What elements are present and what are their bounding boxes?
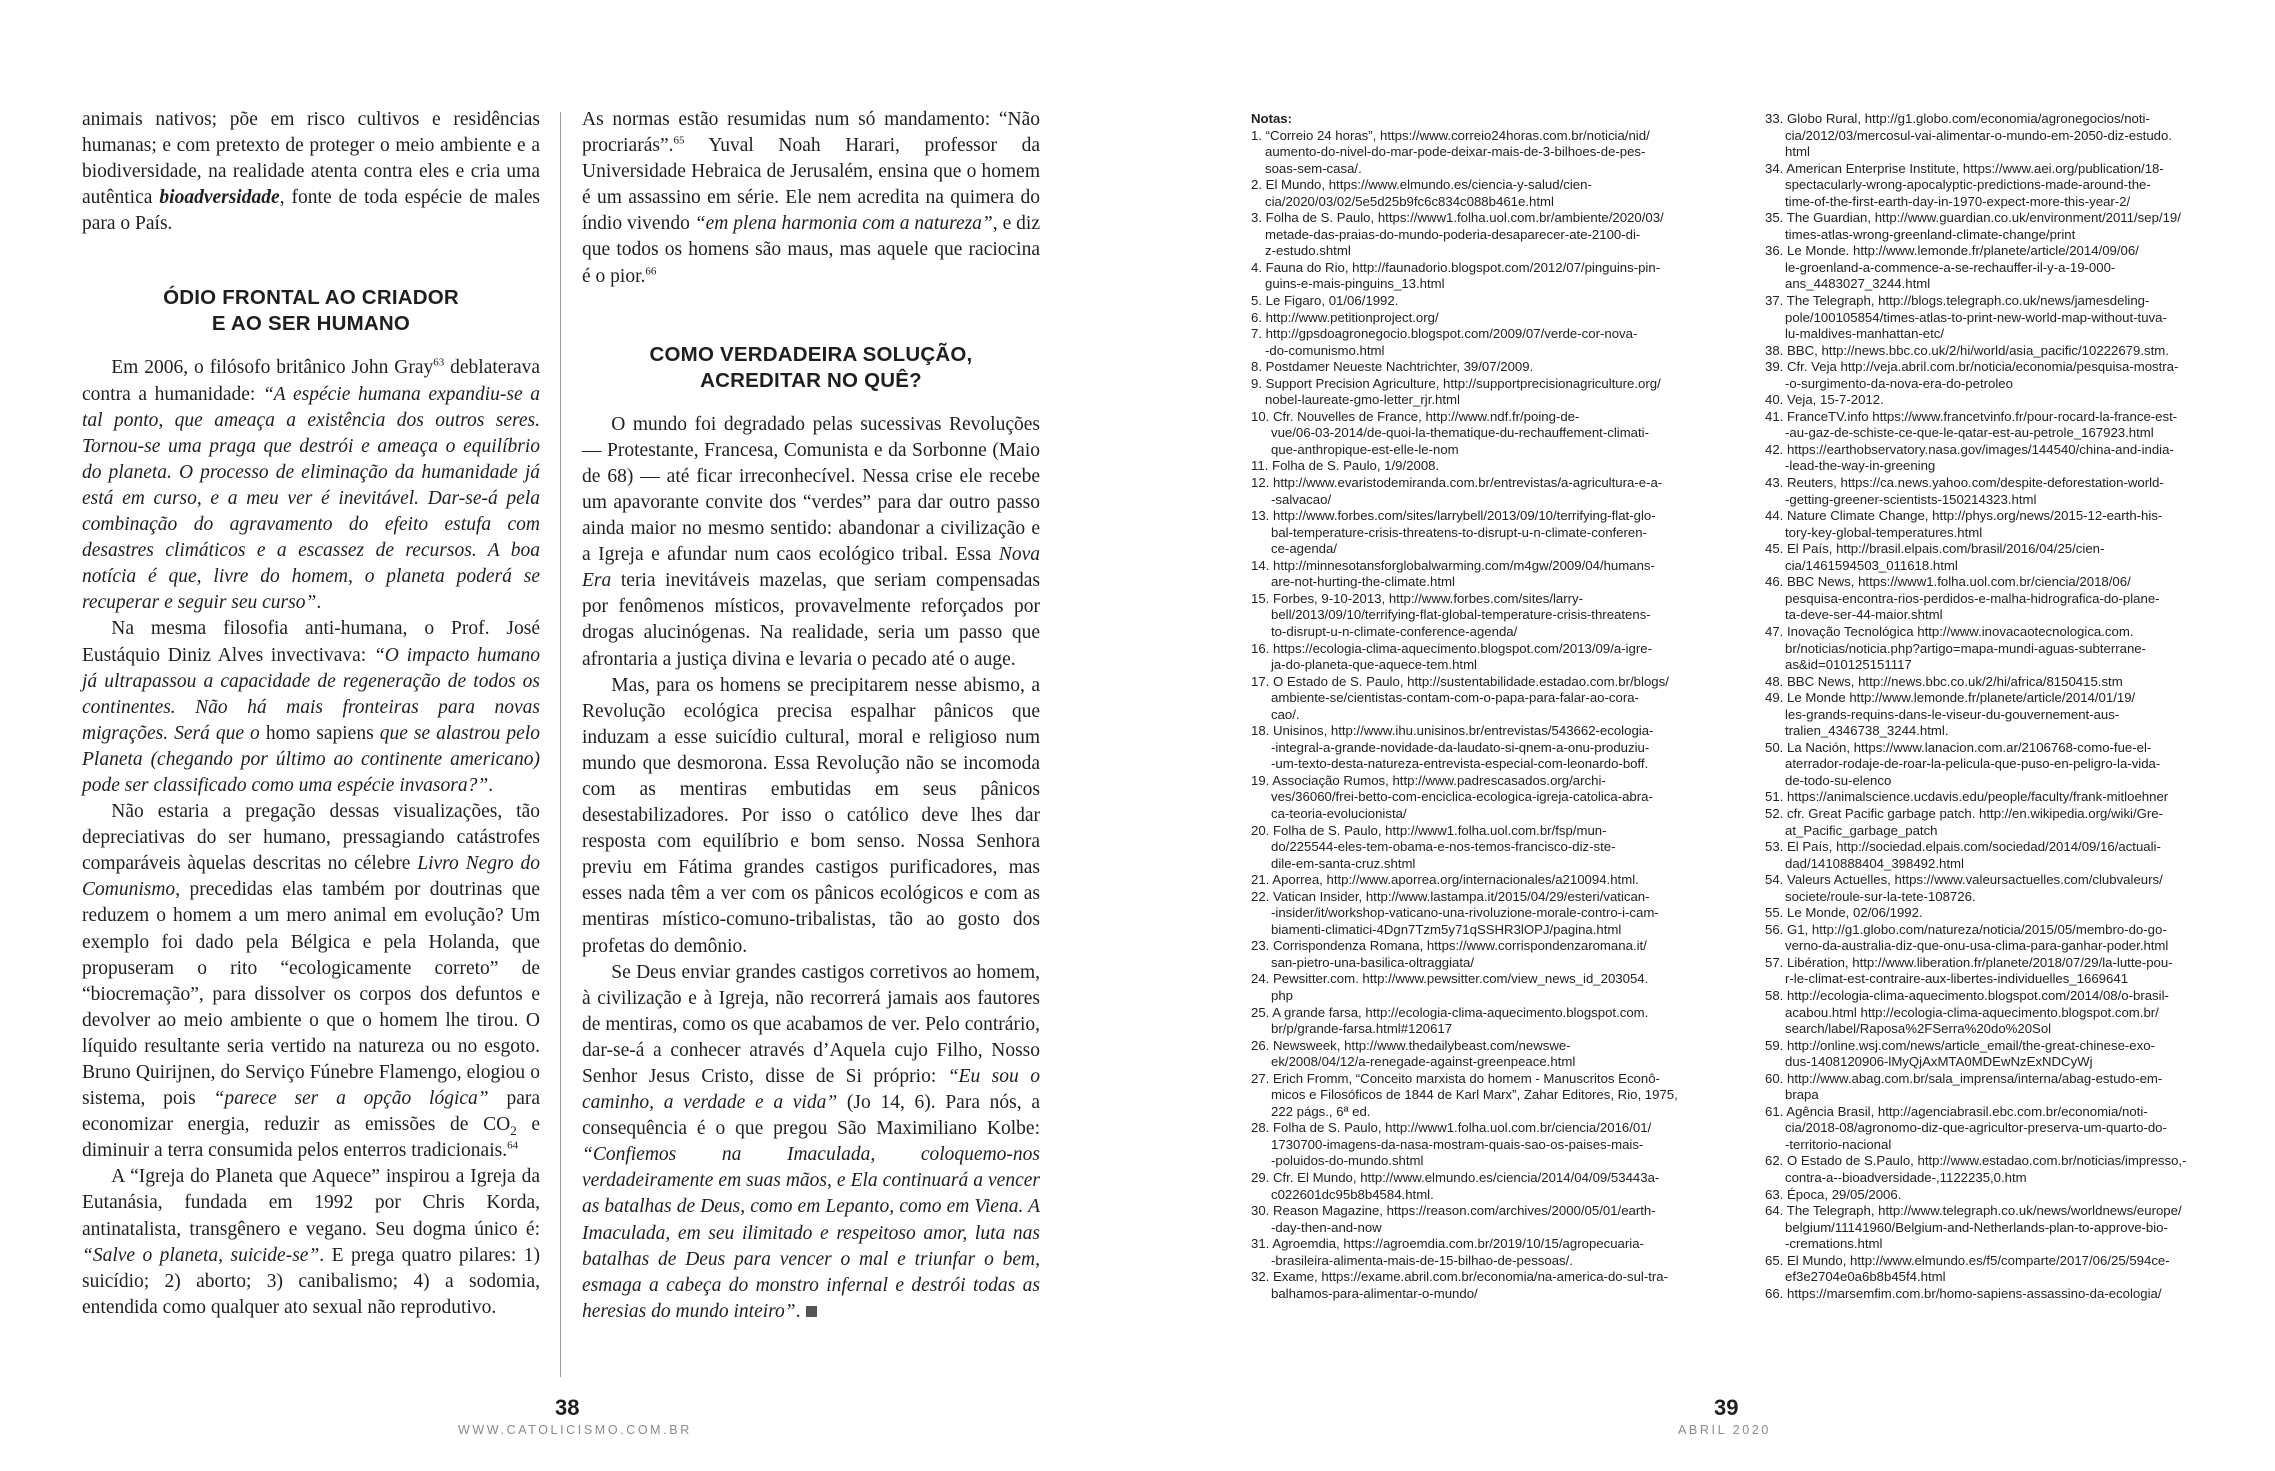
note-item xyxy=(1765,1071,2265,1104)
note-continuation: r-le-climat-est-contraire-aux-libertes-individuelles_1669641 xyxy=(1785,971,2129,987)
note-text: 63. Época, 29/05/2006. xyxy=(1765,1186,1902,1202)
note-item xyxy=(1251,409,1743,459)
note-text: 10. Cfr. Nouvelles de France, http://www.ndf.fr/poing-de- xyxy=(1251,408,1580,424)
note-continuation: san-pietro-una-basilica-oltraggiata/ xyxy=(1271,954,1475,970)
footnote-ref: 65 xyxy=(673,134,685,147)
note-continuation: metade-das-praias-do-mundo-poderia-desaparecer-ate-2100-di- xyxy=(1265,226,1641,242)
note-text: 39. Cfr. Veja http://veja.abril.com.br/noticia/economia/pesquisa-mostra- xyxy=(1765,359,2179,375)
note-text: 29. Cfr. El Mundo, http://www.elmundo.es/ciencia/2014/04/09/53443a- xyxy=(1251,1170,1660,1185)
note-continuation: ca-teoria-evolucionista/ xyxy=(1271,805,1407,821)
notes-column-2 xyxy=(1765,111,2265,1302)
note-continuation: -integral-a-grande-novidade-da-laudato-si-qnem-a-onu-produziu- xyxy=(1271,739,1650,755)
note-item xyxy=(1251,971,1743,1004)
text: O mundo foi degradado pelas sucessivas Revoluções — Protestante, Francesa, Comunista e da Sorbonne (Maio de 68) — até ficar irreconhecível. Nessa crise ele recebe um apavorante convite dos “verdes” para dar outro passo ainda maior no mesmo sentido: abandonar a civilização e a Igreja e afundar num caos ecológico tribal. Essa xyxy=(582,413,1040,566)
note-continuation: -insider/it/workshop-vaticano-una-rivoluzione-morale-contro-i-cam- xyxy=(1271,905,1659,921)
note-continuation: as&id=010125151117 xyxy=(1785,657,1912,673)
note-continuation: belgium/11141960/Belgium-and-Netherlands-plan-to-approve-bio- xyxy=(1785,1219,2168,1235)
note-item xyxy=(1765,210,2265,243)
note-text: 15. Forbes, 9-10-2013, http://www.forbes.com/sites/larry- xyxy=(1251,590,1584,606)
note-continuation: lu-maldives-manhattan-etc/ xyxy=(1785,326,1945,342)
note-text: 59. http://online.wsj.com/news/article_email/the-great-chinese-exo- xyxy=(1765,1037,2155,1053)
paragraph xyxy=(82,799,540,1164)
note-item xyxy=(1251,723,1743,773)
quote: “Salve o planeta, suicide-se” xyxy=(82,1244,320,1266)
note-item xyxy=(1251,641,1743,674)
note-text: 60. http://www.abag.com.br/sala_imprensa/interna/abag-estudo-em- xyxy=(1765,1070,2163,1086)
note-item xyxy=(1251,210,1743,260)
note-continuation: vue/06-03-2014/de-quoi-la-thematique-du-rechauffement-climati- xyxy=(1271,425,1650,441)
text: para economizar energia, reduzir as emissões de CO xyxy=(82,1088,541,1136)
note-text: 38. BBC, http://news.bbc.co.uk/2/hi/world/asia_pacific/10222679.stm. xyxy=(1765,342,2169,358)
section-heading xyxy=(582,342,1040,394)
note-text: 64. The Telegraph, http://www.telegraph.co.uk/news/worldnews/europe/ xyxy=(1765,1203,2182,1219)
note-continuation: ce-agenda/ xyxy=(1271,541,1337,557)
notes-list xyxy=(1251,128,1743,1303)
note-item xyxy=(1765,690,2265,740)
note-continuation: ef3e2704e0a6b8b45f4.html xyxy=(1785,1269,1946,1285)
note-item xyxy=(1765,409,2265,442)
note-continuation: -day-then-and-now xyxy=(1271,1219,1382,1235)
note-item xyxy=(1251,177,1743,210)
note-text: 14. http://minnesotansforglobalwarming.com/m4gw/2009/04/humans- xyxy=(1251,557,1655,573)
note-text: 5. Le Figaro, 01/06/1992. xyxy=(1251,293,1399,309)
note-text: 8. Postdamer Neueste Nachtrichter, 39/07/2009. xyxy=(1251,359,1534,375)
left-column-1 xyxy=(82,107,540,1321)
text: teria inevitáveis mazelas, que seriam compensadas por fenômenos místicos, provavelmente reforçados por drogas alucinógenas. Na realidade, seria um passo que afrontaria a justiça divina e levaria o pecado até o auge. xyxy=(582,570,1040,670)
note-item xyxy=(1765,839,2265,872)
note-text: 22. Vatican Insider, http://www.lastampa.it/2015/04/29/esteri/vatican- xyxy=(1251,888,1650,904)
note-text: 55. Le Monde, 02/06/1992. xyxy=(1765,905,1923,921)
note-continuation: do/225544-eles-tem-obama-e-nos-temos-francisco-diz-ste- xyxy=(1271,839,1616,855)
footnote-ref: 64 xyxy=(507,1139,519,1152)
note-text: 61. Agência Brasil, http://agenciabrasil.ebc.com.br/economia/noti- xyxy=(1765,1103,2148,1119)
note-text: 47. Inovação Tecnológica http://www.inovacaotecnologica.com. xyxy=(1765,623,2134,639)
note-continuation: micos e Filosóficos de 1844 de Karl Marx”, Zahar Editores, Rio, 1975, xyxy=(1271,1087,1678,1103)
note-item xyxy=(1765,674,2265,691)
note-continuation: soas-sem-casa/. xyxy=(1265,160,1362,176)
note-text: 54. Valeurs Actuelles, https://www.valeursactuelles.com/clubvaleurs/ xyxy=(1765,872,2163,888)
note-item xyxy=(1765,988,2265,1038)
note-text: 66. https://marsemfim.com.br/homo-sapiens-assassino-da-ecologia/ xyxy=(1765,1285,2162,1301)
note-item xyxy=(1765,905,2265,922)
end-of-article-mark xyxy=(806,1306,817,1317)
note-continuation: -cremations.html xyxy=(1785,1236,1883,1252)
note-continuation: verno-da-australia-diz-que-onu-usa-clima-para-ganhar-poder.html xyxy=(1785,938,2169,954)
quote: “Confiemos na Imaculada, coloquemo-nos verdadeiramente em suas mãos, e Ela continuará a vencer as batalhas de Deus, como em Lepanto, como em Viena. A Imaculada, em seu ilimitado e respeitoso amor, luta nas batalhas de Deus para vencer o mal e triunfar o bem, esmaga a cabeça do monstro infernal e destrói todas as heresias do mundo inteiro” xyxy=(582,1144,1040,1322)
note-continuation: cia/2018-08/agronomo-diz-que-agricultor-preserva-um-quarto-do- xyxy=(1785,1120,2167,1136)
note-item xyxy=(1765,872,2265,905)
note-text: 7. http://gpsdoagronegocio.blogspot.com/2009/07/verde-cor-nova- xyxy=(1251,326,1638,342)
note-text: 37. The Telegraph, http://blogs.telegraph.co.uk/news/jamesdeling- xyxy=(1765,293,2150,309)
note-text: 2. El Mundo, https://www.elmundo.es/ciencia-y-salud/cien- xyxy=(1251,177,1592,193)
note-text: 12. http://www.evaristodemiranda.com.br/entrevistas/a-agricultura-e-a- xyxy=(1251,475,1663,491)
note-continuation: bal-temperature-crisis-threatens-to-disrupt-u-n-climate-conferen- xyxy=(1271,524,1647,540)
note-text: 62. O Estado de S.Paulo, http://www.estadao.com.br/noticias/impresso,- xyxy=(1765,1153,2187,1169)
note-item xyxy=(1251,1005,1743,1038)
paragraph xyxy=(582,107,1040,290)
text: Em 2006, o filósofo britânico John Gray xyxy=(111,357,434,379)
note-text: 3. Folha de S. Paulo, https://www1.folha.uol.com.br/ambiente/2020/03/ xyxy=(1251,210,1664,226)
note-continuation: acabou.html http://ecologia-clima-aquecimento.blogspot.com.br/ xyxy=(1785,1004,2159,1020)
note-text: 31. Agroemdia, https://agroemdia.com.br/2019/10/15/agropecuaria- xyxy=(1251,1236,1644,1252)
page-number: 38 xyxy=(555,1395,580,1420)
text: , precedidas elas também por doutrinas que reduzem o homem a um mero animal em evolução? Um exemplo foi dado pela Bélgica e pela Holanda, que propuseram o rito “ecologicamente correto” de “biocremação”, para dissolver os corpos dos defuntos e devolver ao meio ambiente o que o homem lhe tirou. O líquido resultante seria vertido na natureza ou no esgoto. Bruno Quirijnen, do Serviço Fúnebre Flamengo, elogiou o sistema, pois xyxy=(82,879,540,1110)
note-item xyxy=(1765,806,2265,839)
note-continuation: societe/roule-sur-la-tete-108726. xyxy=(1785,888,1976,904)
note-text: 45. El País, http://brasil.elpais.com/brasil/2016/04/25/cien- xyxy=(1765,541,2105,557)
note-item xyxy=(1765,1203,2265,1253)
note-item xyxy=(1765,1286,2265,1303)
note-item xyxy=(1765,922,2265,955)
left-column-2 xyxy=(582,107,1040,1325)
subscript: 2 xyxy=(510,1123,517,1139)
note-continuation: tory-key-global-temperatures.html xyxy=(1785,524,1983,540)
note-continuation: time-of-the-first-earth-day-in-1970-expect-more-this-year-2/ xyxy=(1785,193,2131,209)
note-continuation: dad/1410888404_398492.html xyxy=(1785,855,1964,871)
note-item xyxy=(1251,1071,1743,1121)
column-divider xyxy=(560,112,561,1377)
page-footer: WWW.CATOLICISMO.COM.BR xyxy=(458,1423,692,1437)
note-continuation: z-estudo.shtml xyxy=(1265,243,1351,259)
text: A “Igreja do Planeta que Aquece” inspirou a Igreja da Eutanásia, fundada em 1992 por Chris Korda, antinatalista, transgênero e vegano. Seu dogma único é: xyxy=(82,1166,540,1240)
text: (Jo 14, 6). Para nós, a consequência é o que pregou São Maximiliano Kolbe: xyxy=(582,1092,1041,1140)
note-item xyxy=(1251,674,1743,724)
emphasis: bioadversidade xyxy=(159,187,280,209)
note-text: 16. https://ecologia-clima-aquecimento.blogspot.com/2013/09/a-igre- xyxy=(1251,640,1652,656)
note-text: 57. Libération, http://www.liberation.fr/planete/2018/07/29/la-lutte-pou- xyxy=(1765,954,2173,970)
note-item xyxy=(1251,773,1743,823)
text: , fonte de toda espécie de males para o País. xyxy=(82,187,540,235)
notes-list xyxy=(1765,111,2265,1302)
note-item xyxy=(1765,1104,2265,1154)
note-text: 56. G1, http://g1.globo.com/natureza/noticia/2015/05/membro-do-go- xyxy=(1765,921,2167,937)
book-title: Livro Negro do Comunismo xyxy=(82,853,541,901)
text: Se Deus enviar grandes castigos corretivos ao homem, à civilização e à Igreja, não recorrerá jamais aos fautores de mentiras, como os que acabamos de ver. Pelo contrário, dar-se-á a conhecer através d’Aquela cujo Filho, Nosso Senhor Jesus Cristo, disse de Si próprio: xyxy=(582,961,1040,1087)
note-text: 36. Le Monde. http://www.lemonde.fr/planete/article/2014/09/06/ xyxy=(1765,243,2139,259)
note-item xyxy=(1251,508,1743,558)
note-item xyxy=(1251,558,1743,591)
note-item xyxy=(1765,1187,2265,1204)
quote: “em plena harmonia com a natureza” xyxy=(694,213,993,235)
right-page xyxy=(1137,0,2275,1471)
note-continuation: cia/1461594503_011618.html xyxy=(1785,557,1958,573)
emphasis: Nova Era xyxy=(582,544,1040,592)
note-continuation: spectacularly-wrong-apocalyptic-predictions-made-around-the- xyxy=(1785,177,2151,193)
note-item xyxy=(1251,1203,1743,1236)
note-text: 52. cfr. Great Pacific garbage patch. http://en.wikipedia.org/wiki/Gre- xyxy=(1765,805,2164,821)
note-item xyxy=(1765,955,2265,988)
note-item xyxy=(1765,508,2265,541)
note-text: 49. Le Monde http://www.lemonde.fr/planete/article/2014/01/19/ xyxy=(1765,690,2136,706)
left-page xyxy=(0,0,1137,1471)
footnote-ref: 66 xyxy=(645,265,657,278)
note-continuation: at_Pacific_garbage_patch xyxy=(1785,822,1938,838)
note-continuation: -o-surgimento-da-nova-era-do-petroleo xyxy=(1785,375,2013,391)
note-text: 43. Reuters, https://ca.news.yahoo.com/despite-deforestation-world- xyxy=(1765,475,2164,491)
text: e diminuir a terra consumida pelos enterros tradicionais. xyxy=(82,1114,541,1162)
note-continuation: bell/2013/09/10/terrifying-flat-global-temperature-crisis-threatens- xyxy=(1271,607,1651,623)
note-item xyxy=(1251,889,1743,939)
text: deblaterava contra a humanidade: xyxy=(82,357,541,405)
note-item xyxy=(1251,1038,1743,1071)
note-continuation: search/label/Raposa%2FSerra%20do%20Sol xyxy=(1785,1021,2052,1037)
note-text: 19. Associação Rumos, http://www.padrescasados.org/archi- xyxy=(1251,772,1606,788)
paragraph xyxy=(82,355,540,616)
note-continuation: ta-deve-ser-44-maior.shtml xyxy=(1785,607,1943,623)
note-text: 11. Folha de S. Paulo, 1/9/2008. xyxy=(1251,458,1440,474)
note-continuation: le-groenland-a-commence-a-se-rechauffer-il-y-a-19-000- xyxy=(1785,259,2116,275)
heading-line: ACREDITAR NO QUÊ? xyxy=(700,368,922,392)
paragraph xyxy=(82,616,540,799)
note-text: 65. El Mundo, http://www.elmundo.es/f5/comparte/2017/06/25/594ce- xyxy=(1765,1252,2170,1268)
text: homo sapiens xyxy=(259,722,380,744)
quote: que se alastrou pelo Planeta (chegando por último ao continente americano) pode ser classificado como uma espécie invasora?” xyxy=(82,722,540,796)
paragraph xyxy=(582,412,1040,673)
note-item xyxy=(1251,475,1743,508)
note-continuation: ans_4483027_3244.html xyxy=(1785,276,1931,292)
note-item xyxy=(1251,938,1743,971)
quote: “parece ser a opção lógica” xyxy=(213,1088,489,1110)
text: . xyxy=(316,592,322,614)
note-text: 53. El País, http://sociedad.elpais.com/sociedad/2014/09/16/actuali- xyxy=(1765,839,2161,855)
note-text: 24. Pewsitter.com. http://www.pewsitter.com/view_news_id_203054. xyxy=(1251,971,1649,987)
paragraph: Mas, para os homens se precipitarem nesse abismo, a Revolução ecológica precisa espalhar pânicos que induzam a esse suicídio cultural, moral e religioso num mundo que desmorona. Essa Revolução não se incomoda com as mentiras embutidas em seus pânicos desestabilizadores. Por isso o católico deve lhes dar resposta com equilíbrio e bom senso. Nossa Senhora previu em Fátima grandes castigos purificadores, mas esses nada têm a ver com os pânicos ecológicos e com as mentiras místico-comuno-tribalistas, tão ao gosto dos profetas do demônio. xyxy=(582,674,1040,957)
note-text: 34. American Enterprise Institute, https://www.aei.org/publication/18- xyxy=(1765,160,2164,176)
note-text: 27. Erich Fromm, “Conceito marxista do homem - Manuscritos Econô- xyxy=(1251,1070,1660,1086)
note-text: 50. La Nación, https://www.lanacion.com.ar/2106768-como-fue-el- xyxy=(1765,739,2152,755)
note-continuation: 222 págs., 6ª ed. xyxy=(1271,1103,1371,1119)
note-text: 25. A grande farsa, http://ecologia-clima-aquecimento.blogspot.com. xyxy=(1251,1004,1649,1020)
text: Na mesma filosofia anti-humana, o Prof. José Eustáquio Diniz Alves invectivava: xyxy=(82,618,540,666)
note-item xyxy=(1765,343,2265,360)
note-continuation: ek/2008/04/12/a-renegade-against-greenpeace.html xyxy=(1271,1054,1576,1070)
note-continuation: les-grands-requins-dans-le-viseur-du-gouvernement-aus- xyxy=(1785,706,2120,722)
note-item xyxy=(1765,740,2265,790)
note-item xyxy=(1251,1170,1743,1203)
note-text: 28. Folha de S. Paulo, http://www1.folha.uol.com.br/ciencia/2016/01/ xyxy=(1251,1120,1652,1136)
note-continuation: -getting-greener-scientists-150214323.html xyxy=(1785,491,2037,507)
note-text: 9. Support Precision Agriculture, http://supportprecisionagriculture.org/ xyxy=(1251,375,1661,391)
note-text: 4. Fauna do Rio, http://faunadorio.blogspot.com/2012/07/pinguins-pin- xyxy=(1251,259,1661,275)
note-item xyxy=(1765,789,2265,806)
note-continuation: -territorio-nacional xyxy=(1785,1136,1892,1152)
note-continuation: times-atlas-wrong-greenland-climate-change/print xyxy=(1785,226,2076,242)
note-text: 6. http://www.petitionproject.org/ xyxy=(1251,309,1439,325)
heading-line: E AO SER HUMANO xyxy=(211,312,411,336)
note-item xyxy=(1251,310,1743,327)
note-continuation: aumento-do-nivel-do-mar-pode-deixar-mais-de-3-bilhoes-de-pes- xyxy=(1265,144,1646,160)
note-text: 21. Aporrea, http://www.aporrea.org/internacionales/a210094.html. xyxy=(1251,872,1639,888)
note-item xyxy=(1765,442,2265,475)
note-item xyxy=(1251,823,1743,873)
note-item xyxy=(1765,1253,2265,1286)
text: As normas estão resumidas num só mandamento: “Não procriarás”. xyxy=(582,109,1040,157)
note-item xyxy=(1765,243,2265,293)
page-number: 39 xyxy=(1714,1395,1739,1420)
note-continuation: 1730700-imagens-da-nasa-mostram-quais-sao-os-paises-mais- xyxy=(1271,1136,1644,1152)
footnote-ref: 63 xyxy=(433,356,445,369)
heading-line: COMO VERDADEIRA SOLUÇÃO, xyxy=(649,342,973,366)
text: . xyxy=(795,1300,801,1322)
note-continuation: -lead-the-way-in-greening xyxy=(1785,458,1936,474)
note-item xyxy=(1765,541,2265,574)
text: Não estaria a pregação dessas visualizações, tão depreciativas do ser humano, pressagiando catástrofes comparáveis àquelas descritas no célebre xyxy=(82,801,540,875)
note-item xyxy=(1251,293,1743,310)
note-text: 32. Exame, https://exame.abril.com.br/economia/na-america-do-sul-tra- xyxy=(1251,1269,1669,1285)
paragraph xyxy=(82,1164,540,1321)
note-text: 40. Veja, 15-7-2012. xyxy=(1765,392,1884,408)
note-continuation: -salvacao/ xyxy=(1271,491,1332,507)
note-continuation: pesquisa-encontra-rios-perdidos-e-malha-hidrografica-do-plane- xyxy=(1785,590,2160,606)
note-text: 48. BBC News, http://news.bbc.co.uk/2/hi/africa/8150415.stm xyxy=(1765,673,2123,689)
note-item xyxy=(1765,1153,2265,1186)
note-continuation: ves/36060/frei-betto-com-enciclica-ecologica-igreja-catolica-abra- xyxy=(1271,789,1653,805)
note-text: 1. “Correio 24 horas”, https://www.correio24horas.com.br/noticia/nid/ xyxy=(1251,127,1650,143)
note-continuation: tralien_4346738_3244.html. xyxy=(1785,723,1949,739)
note-item xyxy=(1765,1038,2265,1071)
page-footer: ABRIL 2020 xyxy=(1678,1423,1771,1437)
note-text: 44. Nature Climate Change, http://phys.org/news/2015-12-earth-his- xyxy=(1765,508,2163,524)
note-text: 17. O Estado de S. Paulo, http://sustentabilidade.estadao.com.br/blogs/ xyxy=(1251,673,1669,689)
note-continuation: cia/2020/03/02/5e5d25b9fc6c834c088b461e.html xyxy=(1265,193,1554,209)
notes-column-1 xyxy=(1251,111,1743,1302)
note-item xyxy=(1765,111,2265,161)
note-text: 51. https://animalscience.ucdavis.edu/people/faculty/frank-mitloehner xyxy=(1765,789,2169,805)
note-item xyxy=(1251,591,1743,641)
note-continuation: pole/100105854/times-atlas-to-print-new-world-map-without-tuva- xyxy=(1785,309,2167,325)
note-text: 26. Newsweek, http://www.thedailybeast.com/newswe- xyxy=(1251,1037,1571,1053)
note-item xyxy=(1251,458,1743,475)
notes-title: Notas: xyxy=(1251,111,1293,126)
note-item xyxy=(1765,624,2265,674)
note-continuation: guins-e-mais-pinguins_13.html xyxy=(1265,276,1445,292)
paragraph xyxy=(582,960,1040,1325)
note-text: 13. http://www.forbes.com/sites/larrybell/2013/09/10/terrifying-flat-glo- xyxy=(1251,508,1656,524)
note-continuation: brapa xyxy=(1785,1087,1819,1103)
note-text: 41. FranceTV.info https://www.francetvinfo.fr/pour-rocard-la-france-est- xyxy=(1765,408,2178,424)
note-item xyxy=(1251,326,1743,359)
note-continuation: -au-gaz-de-schiste-ce-que-le-qatar-est-au-petrole_167923.html xyxy=(1785,425,2154,441)
note-continuation: cao/. xyxy=(1271,706,1300,722)
quote: “O impacto humano já ultrapassou a capacidade de regeneração de todos os continentes. Não há mais fronteiras para novas migrações. Será que o xyxy=(82,644,540,744)
note-continuation: ambiente-se/cientistas-contam-com-o-papa-para-falar-ao-cora- xyxy=(1271,690,1639,706)
note-item xyxy=(1765,359,2265,392)
note-item xyxy=(1765,161,2265,211)
note-item xyxy=(1251,1120,1743,1170)
note-text: 23. Corrispondenza Romana, https://www.corrispondenzaromana.it/ xyxy=(1251,938,1647,954)
note-item xyxy=(1765,574,2265,624)
note-continuation: de-todo-su-elenco xyxy=(1785,772,1892,788)
note-continuation: contra-a--bioadversidade-,1122235,0.htm xyxy=(1785,1170,2027,1185)
note-text: 20. Folha de S. Paulo, http://www1.folha.uol.com.br/fsp/mun- xyxy=(1251,822,1607,838)
note-continuation: cia/2012/03/mercosul-vai-alimentar-o-mundo-em-2050-diz-estudo. xyxy=(1785,127,2173,143)
heading-line: ÓDIO FRONTAL AO CRIADOR xyxy=(163,286,459,310)
note-continuation: c022601dc95b8b4584.html. xyxy=(1271,1186,1434,1202)
note-continuation: aterrador-rodaje-de-roar-la-pelicula-que-puso-en-peligro-la-vida- xyxy=(1785,756,2161,772)
text: Yuval Noah Harari, professor da Universidade Hebraica de Jerusalém, ensina que o homem é um assassino em série. Ele nem acredita na quimera do índio vivendo xyxy=(582,135,1040,235)
quote: “Eu sou o caminho, a verdade e a vida” xyxy=(582,1066,1040,1114)
note-item xyxy=(1251,872,1743,889)
note-item xyxy=(1251,376,1743,409)
note-continuation: to-disrupt-u-n-climate-conference-agenda/ xyxy=(1271,623,1518,639)
note-continuation: ja-do-planeta-que-aquece-tem.html xyxy=(1271,657,1477,673)
note-continuation: dile-em-santa-cruz.shtml xyxy=(1271,855,1416,871)
text: animais nativos; põe em risco cultivos e residências humanas; e com pretexto de proteger o meio ambiente e a biodiversidade, na realidade atenta contra eles e cria uma autêntica xyxy=(82,109,540,209)
note-continuation: br/p/grande-farsa.html#120617 xyxy=(1271,1021,1453,1037)
text: . xyxy=(488,774,494,796)
note-continuation: biamenti-climatici-4Dgn7Tzm5y71qSSHR3lOPJ/pagina.html xyxy=(1271,921,1622,937)
note-text: 30. Reason Magazine, https://reason.com/archives/2000/05/01/earth- xyxy=(1251,1203,1656,1219)
note-text: 58. http://ecologia-clima-aquecimento.blogspot.com/2014/08/o-brasil- xyxy=(1765,987,2169,1003)
note-continuation: php xyxy=(1271,987,1294,1003)
note-item xyxy=(1251,359,1743,376)
note-text: 18. Unisinos, http://www.ihu.unisinos.br/entrevistas/543662-ecologia- xyxy=(1251,723,1654,739)
note-text: 42. https://earthobservatory.nasa.gov/images/144540/china-and-india- xyxy=(1765,441,2174,457)
quote: “A espécie humana expandiu-se a tal ponto, que ameaça a existência dos outros seres. Tornou-se uma praga que destrói e ameaça o equilíbrio do planeta. O processo de eliminação da humanidade já está em curso, e a meu ver é inevitável. Dar-se-á pela combinação do agravamento do efeito estufa com desastres climáticos e a escassez de recursos. A boa notícia é que, livre do homem, o planeta poderá se recuperar e seguir seu curso” xyxy=(82,383,540,614)
note-continuation: -poluidos-do-mundo.shtml xyxy=(1271,1153,1424,1169)
note-item xyxy=(1251,1236,1743,1269)
note-continuation: que-anthropique-est-elle-le-nom xyxy=(1271,441,1459,457)
note-item xyxy=(1765,475,2265,508)
note-continuation: are-not-hurting-the-climate.html xyxy=(1271,574,1455,590)
note-continuation: -um-texto-desta-natureza-entrevista-especial-com-leonardo-boff. xyxy=(1271,756,1649,772)
note-continuation: nobel-laureate-gmo-letter_rjr.html xyxy=(1265,392,1460,408)
text: , e diz que todos os homens são maus, mas aquele que raciocina é o pior. xyxy=(582,213,1040,287)
note-continuation: -brasileira-alimenta-mais-de-15-bilhao-de-pessoas/. xyxy=(1271,1252,1573,1268)
text: . E prega quatro pilares: 1) suicídio; 2) aborto; 3) canibalismo; 4) a sodomia, entendida como qualquer ato sexual não reprodutivo. xyxy=(82,1244,540,1318)
note-continuation: html xyxy=(1785,144,1810,160)
note-item xyxy=(1251,260,1743,293)
note-item xyxy=(1765,392,2265,409)
note-item xyxy=(1765,293,2265,343)
note-item xyxy=(1251,1269,1743,1302)
section-heading xyxy=(82,285,540,337)
note-continuation: br/noticias/noticia.php?artigo=mapa-mundi-aguas-subterrane- xyxy=(1785,640,2147,656)
note-item xyxy=(1251,128,1743,178)
note-text: 35. The Guardian, http://www.guardian.co.uk/environment/2011/sep/19/ xyxy=(1765,210,2181,226)
paragraph xyxy=(82,107,540,237)
note-continuation: dus-1408120906-lMyQjAxMTA0MDEwNzExNDCyWj xyxy=(1785,1054,2093,1070)
note-continuation: balhamos-para-alimentar-o-mundo/ xyxy=(1271,1285,1478,1301)
note-text: 46. BBC News, https://www1.folha.uol.com.br/ciencia/2018/06/ xyxy=(1765,574,2131,590)
note-text: 33. Globo Rural, http://g1.globo.com/economia/agronegocios/noti- xyxy=(1765,111,2150,126)
note-continuation: -do-comunismo.html xyxy=(1265,342,1385,358)
